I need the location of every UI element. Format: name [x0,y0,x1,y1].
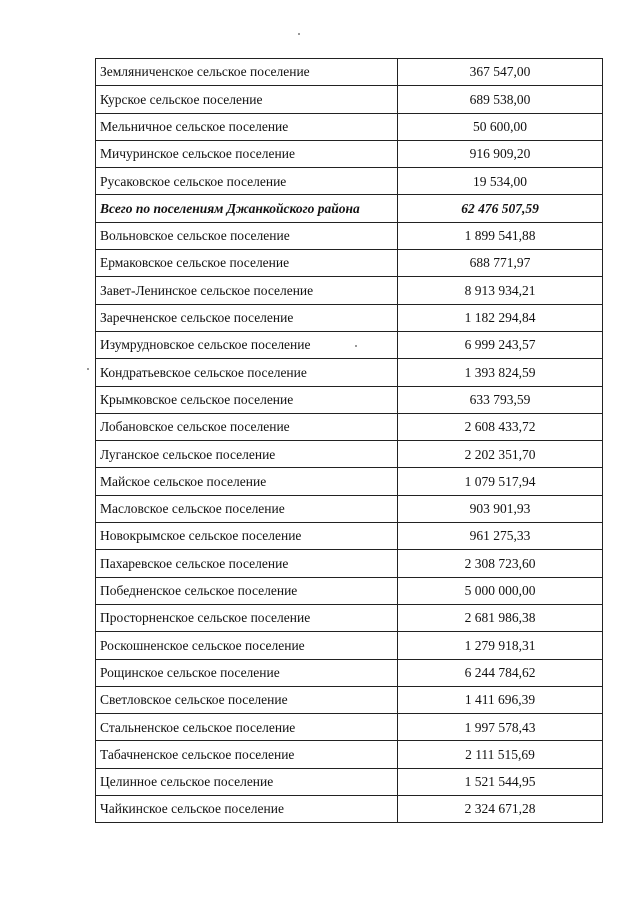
settlement-name-cell: Лобановское сельское поселение [96,413,398,440]
amount-cell: 6 244 784,62 [398,659,603,686]
settlement-name-cell: Масловское сельское поселение [96,495,398,522]
settlement-name-cell: Просторненское сельское поселение [96,604,398,631]
amount-cell: 1 279 918,31 [398,632,603,659]
settlement-name-cell: Кондратьевское сельское поселение [96,359,398,386]
settlement-name-cell: Завет-Ленинское сельское поселение [96,277,398,304]
amount-cell: 2 681 986,38 [398,604,603,631]
table-row [96,140,603,167]
amount-cell: 19 534,00 [398,168,603,195]
table-row [96,495,603,522]
settlement-name-cell: Рощинское сельское поселение [96,659,398,686]
settlement-name-cell: Пахаревское сельское поселение [96,550,398,577]
settlement-name-cell: Курское сельское поселение [96,86,398,113]
settlement-name-cell: Крымковское сельское поселение [96,386,398,413]
amount-cell: 633 793,59 [398,386,603,413]
table-row [96,686,603,713]
table-row [96,168,603,195]
settlement-name-cell: Роскошненское сельское поселение [96,632,398,659]
settlement-name-cell: Победненское сельское поселение [96,577,398,604]
table-row [96,359,603,386]
amount-cell: 1 079 517,94 [398,468,603,495]
settlement-name-cell: Майское сельское поселение [96,468,398,495]
table-row [96,304,603,331]
amount-cell: 916 909,20 [398,140,603,167]
settlement-name-cell: Чайкинское сельское поселение [96,796,398,823]
table-total-row [96,195,603,222]
table-row [96,331,603,358]
amount-cell: 8 913 934,21 [398,277,603,304]
settlement-name-cell: Земляниченское сельское поселение [96,59,398,86]
amount-cell: 2 202 351,70 [398,441,603,468]
amount-cell: 688 771,97 [398,250,603,277]
settlement-name-cell: Табачненское сельское поселение [96,741,398,768]
settlement-name-cell: Луганское сельское поселение [96,441,398,468]
amount-cell: 903 901,93 [398,495,603,522]
table-row [96,277,603,304]
table-row [96,441,603,468]
amount-cell: 2 608 433,72 [398,413,603,440]
table-row [96,86,603,113]
table-body [96,59,603,823]
amount-cell: 1 997 578,43 [398,714,603,741]
settlement-name-cell: Изумрудновское сельское поселение [96,331,398,358]
amount-cell: 367 547,00 [398,59,603,86]
table-row [96,741,603,768]
table-row [96,550,603,577]
table-row [96,714,603,741]
table-row [96,604,603,631]
amount-cell: 50 600,00 [398,113,603,140]
amount-cell: 1 411 696,39 [398,686,603,713]
amount-cell: 1 899 541,88 [398,222,603,249]
table-row [96,768,603,795]
amount-cell: 6 999 243,57 [398,331,603,358]
amount-cell: 2 308 723,60 [398,550,603,577]
scan-speck [298,33,300,35]
amount-cell: 1 521 544,95 [398,768,603,795]
table-row [96,222,603,249]
total-label-cell: Всего по поселениям Джанкойского района [96,195,398,222]
scan-speck [87,368,89,370]
table-row [96,796,603,823]
table-row [96,468,603,495]
table-row [96,59,603,86]
table-row [96,250,603,277]
total-amount-cell: 62 476 507,59 [398,195,603,222]
amount-cell: 5 000 000,00 [398,577,603,604]
amount-cell: 2 111 515,69 [398,741,603,768]
table-row [96,632,603,659]
settlement-name-cell: Целинное сельское поселение [96,768,398,795]
amount-cell: 2 324 671,28 [398,796,603,823]
settlement-name-cell: Стальненское сельское поселение [96,714,398,741]
table-row [96,577,603,604]
settlements-budget-table [95,58,603,823]
settlement-name-cell: Русаковское сельское поселение [96,168,398,195]
settlement-name-cell: Заречненское сельское поселение [96,304,398,331]
settlement-name-cell: Мельничное сельское поселение [96,113,398,140]
amount-cell: 689 538,00 [398,86,603,113]
settlement-name-cell: Светловское сельское поселение [96,686,398,713]
amount-cell: 961 275,33 [398,523,603,550]
settlement-name-cell: Мичуринское сельское поселение [96,140,398,167]
settlement-name-cell: Ермаковское сельское поселение [96,250,398,277]
settlement-name-cell: Новокрымское сельское поселение [96,523,398,550]
amount-cell: 1 393 824,59 [398,359,603,386]
table-row [96,113,603,140]
table-row [96,523,603,550]
table-row [96,413,603,440]
table-row [96,386,603,413]
settlement-name-cell: Вольновское сельское поселение [96,222,398,249]
table-row [96,659,603,686]
amount-cell: 1 182 294,84 [398,304,603,331]
